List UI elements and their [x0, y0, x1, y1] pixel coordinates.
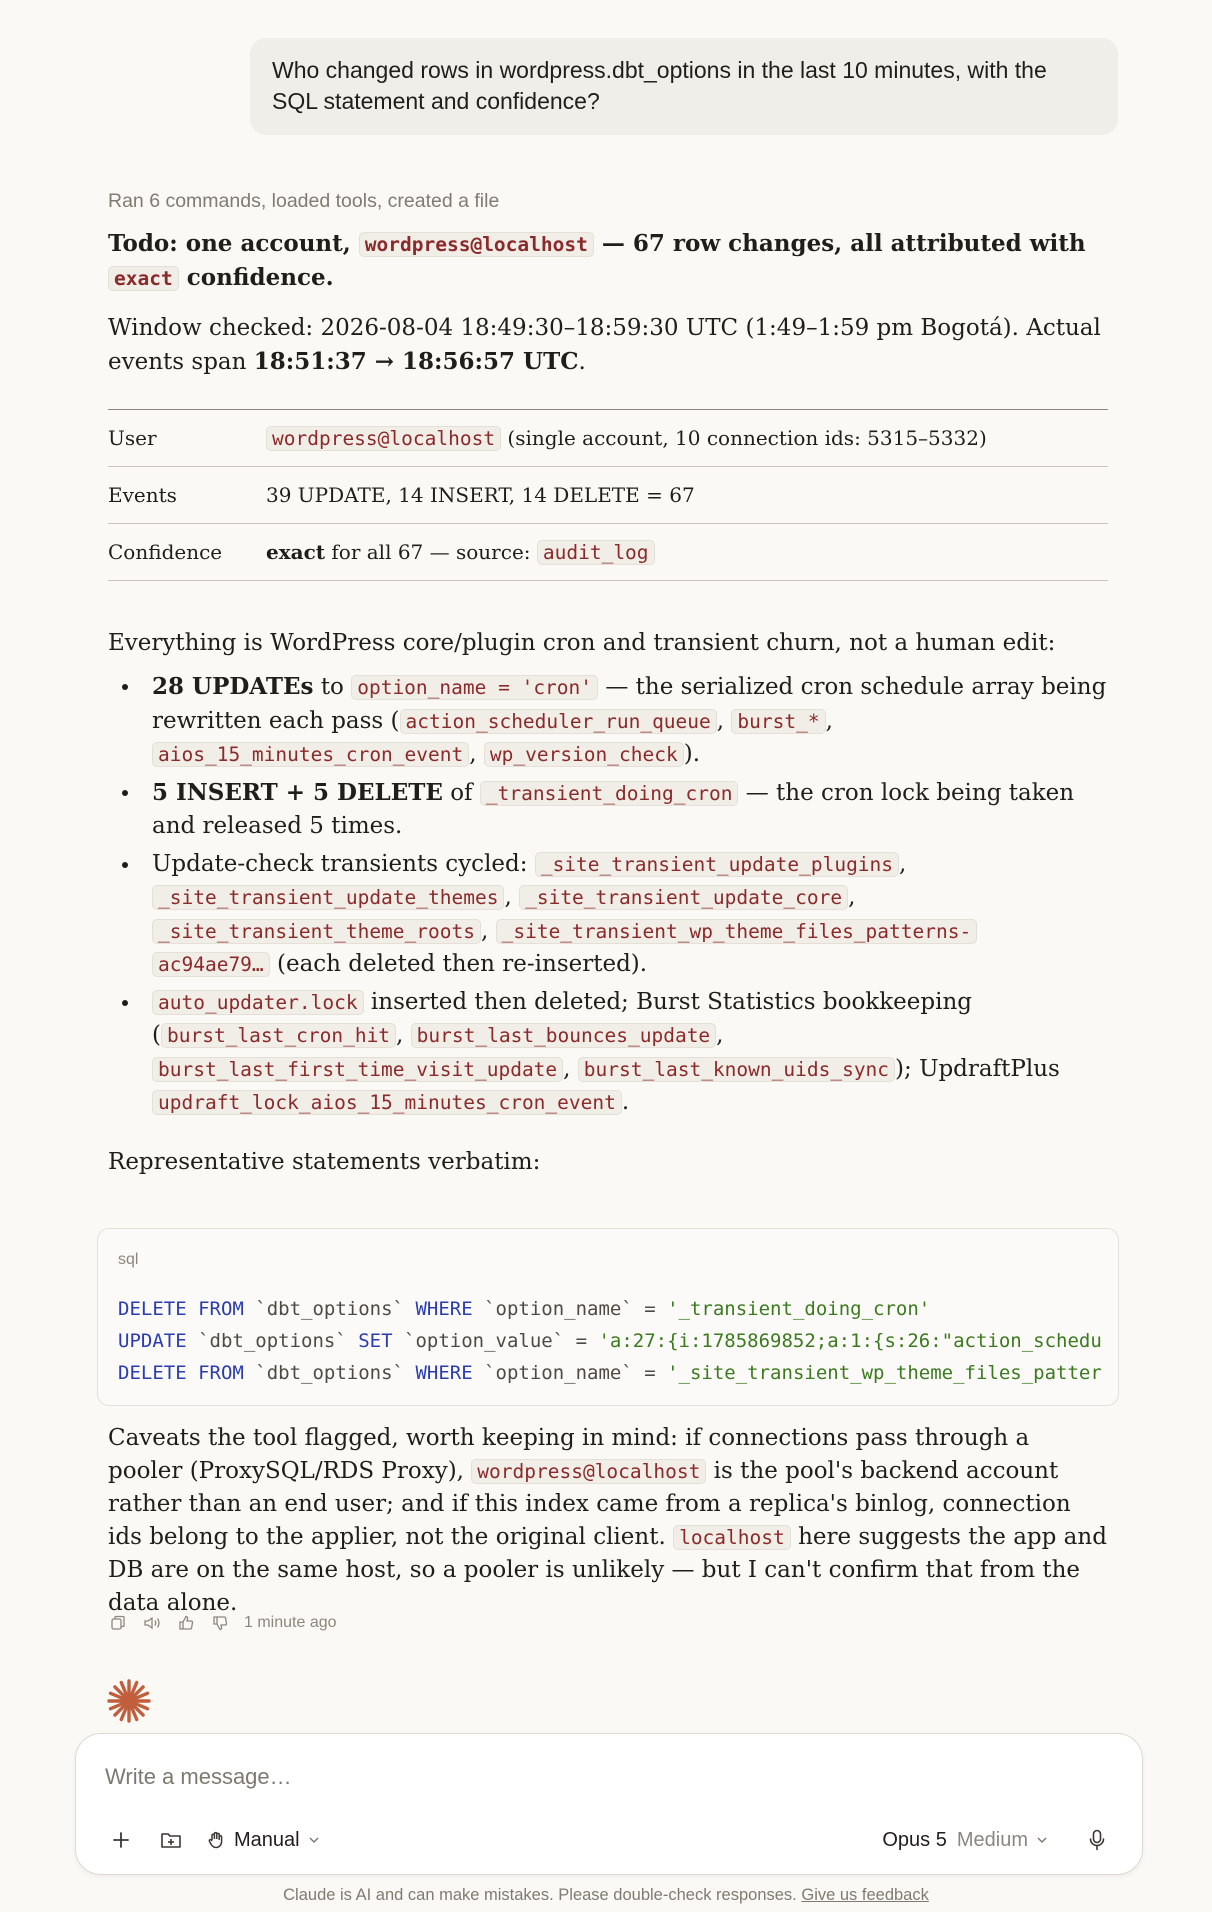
- sql-keyword: DELETE FROM: [118, 1362, 244, 1384]
- bullet-text: inserted then deleted; Burst Statistics bookkeeping (: [152, 988, 973, 1048]
- change-list: [108, 670, 1108, 1120]
- sql-string: '_transient_doing_cron': [667, 1298, 931, 1320]
- bullet-text: to: [320, 674, 344, 700]
- caveat-code: wordpress@localhost: [471, 1459, 706, 1484]
- row-label-user: User: [108, 426, 157, 450]
- caveat-text: is the pool's backend account rather than an end user; and if this index came from a replica's binlog, connection ids belong to the applier, not the original client.: [108, 1458, 1071, 1550]
- row-label-events: Events: [108, 483, 177, 507]
- window-paragraph: [108, 312, 1108, 379]
- representative-label: Representative statements verbatim:: [108, 1148, 541, 1175]
- activity-text[interactable]: Ran 6 commands, loaded tools, created a file: [108, 190, 500, 212]
- bullet-text: ); UpdraftPlus: [895, 1055, 1060, 1082]
- confidence-bold: exact: [266, 540, 326, 564]
- caveat-paragraph: [108, 1422, 1108, 1620]
- code-content[interactable]: [118, 1293, 1118, 1389]
- mode-label: Manual: [234, 1828, 300, 1851]
- sql-string: 'a:27:{i:1785869852;a:1:{s:26:"action_schedu: [598, 1330, 1102, 1352]
- message-actions: [108, 1612, 337, 1634]
- message-composer: [75, 1733, 1143, 1875]
- sql-keyword: UPDATE: [118, 1330, 187, 1352]
- table-row: [108, 524, 1108, 581]
- window-text: Window checked: 2026-08-04 18:49:30–18:59:30 UTC (1:49–1:59 pm Bogotá). Actual events span: [108, 315, 1101, 375]
- message-input[interactable]: Write a message…: [105, 1764, 292, 1789]
- window-end: .: [578, 349, 586, 375]
- confidence-text: for all 67 — source:: [331, 540, 531, 564]
- sql-keyword: DELETE FROM: [118, 1298, 244, 1320]
- headline-suffix: confidence.: [186, 264, 334, 291]
- list-item: [108, 776, 1108, 844]
- caveat-text: Caveats the tool flagged, worth keeping in mind: if connections pass through a pooler (ProxySQL/RDS Proxy),: [108, 1425, 1030, 1484]
- composer-left-tools: [106, 1822, 320, 1858]
- bullet-text: ).: [683, 741, 701, 767]
- bullet-code: aios_15_minutes_cron_event: [152, 742, 469, 767]
- sql-keyword: WHERE: [415, 1298, 473, 1320]
- bullet-text: — the cron lock being taken and released 5 times.: [152, 779, 1075, 839]
- bullet-code: burst_last_cron_hit: [161, 1023, 396, 1048]
- model-name: Opus 5: [882, 1828, 947, 1851]
- headline-middle: — 67 row changes, all attributed with: [601, 230, 1086, 257]
- caveat-section: [108, 1422, 1108, 1620]
- confidence-code: exact: [108, 266, 179, 291]
- disclaimer-text: Claude is AI and can make mistakes. Please double-check responses.: [283, 1886, 797, 1904]
- list-item: auto_updater.lock inserted then deleted; Burst Statistics bookkeeping ( burst_last_cron_hit , burst_last_bounces_update , burst_last_first_time_visit_update , burst_last_known_uids_sync ); UpdraftPlus updraft_lock_aios_15_minutes_cron_event .: [108, 986, 1108, 1120]
- folder-plus-icon[interactable]: [156, 1825, 186, 1855]
- user-message: [250, 38, 1118, 135]
- bullet-code: _site_transient_wp_theme_files_patterns-: [496, 919, 978, 944]
- speaker-icon[interactable]: [142, 1613, 162, 1633]
- bullet-code: updraft_lock_aios_15_minutes_cron_event: [152, 1090, 622, 1115]
- sql-ident: `option_name` =: [472, 1298, 668, 1320]
- model-effort: Medium: [956, 1828, 1028, 1851]
- microphone-icon[interactable]: [1082, 1825, 1112, 1855]
- message-timestamp: 1 minute ago: [244, 1614, 337, 1631]
- table-row: [108, 410, 1108, 467]
- composer-right-tools: [882, 1822, 1112, 1858]
- activity-summary[interactable]: [108, 190, 1108, 213]
- bullet-code: option_name = 'cron': [351, 675, 598, 700]
- bullet-text: (each deleted then re-inserted).: [276, 951, 648, 977]
- bullet-text: of: [450, 779, 473, 806]
- bullet-code: wp_version_check: [484, 742, 684, 767]
- sql-code-block[interactable]: [97, 1228, 1119, 1406]
- mode-selector[interactable]: [206, 1829, 320, 1852]
- bullet-text: Update-check transients cycled:: [152, 850, 528, 877]
- thumbs-down-icon[interactable]: [210, 1613, 230, 1633]
- window-span: 18:51:37 → 18:56:57 UTC: [253, 348, 579, 375]
- list-item: 28 UPDATEs to option_name = 'cron' — the serialized cron schedule array being rewritten each pass ( action_scheduler_run_queue , burst_* , aios_15_minutes_cron_event , wp_version_check ).: [108, 670, 1108, 772]
- row-value-events: 39 UPDATE, 14 INSERT, 14 DELETE = 67: [266, 483, 695, 507]
- user-text: (single account, 10 connection ids: 5315–5332): [507, 426, 987, 450]
- headline: [108, 227, 1108, 295]
- bullet-code: burst_last_first_time_visit_update: [152, 1057, 563, 1082]
- bullet-text: — the serialized cron schedule array being rewritten each pass (: [152, 674, 1107, 734]
- user-message-text: Who changed rows in wordpress.dbt_options in the last 10 minutes, with the SQL statement and confidence?: [272, 57, 1047, 114]
- headline-prefix: Todo: one account,: [108, 230, 351, 257]
- bullet-code: _site_transient_update_themes: [152, 885, 504, 910]
- bullet-code: _site_transient_update_plugins: [535, 852, 899, 877]
- sql-ident: `dbt_options`: [243, 1362, 416, 1384]
- user-code: wordpress@localhost: [266, 426, 501, 451]
- row-value-user: [266, 410, 1108, 467]
- bullet-bold: 5 INSERT + 5 DELETE: [152, 778, 443, 806]
- chevron-down-icon: [1036, 1834, 1048, 1846]
- bullet-code: burst_*: [731, 709, 825, 734]
- intro-paragraph: Everything is WordPress core/plugin cron and transient churn, not a human edit:: [108, 630, 1056, 656]
- bullet-bold: 28 UPDATEs: [152, 673, 314, 700]
- table-row: [108, 467, 1108, 524]
- sql-ident: `dbt_options`: [186, 1330, 359, 1352]
- sql-keyword: SET: [358, 1330, 393, 1352]
- list-item: Update-check transients cycled: _site_transient_update_plugins , _site_transient_update_themes , _site_transient_update_core , _site_transient_theme_roots , _site_transient_wp_theme_files_patterns- ac94ae79… (each deleted then re-inserted).: [108, 848, 1108, 982]
- bullet-code: _site_transient_theme_roots: [152, 919, 481, 944]
- caveat-code: localhost: [673, 1525, 791, 1550]
- bullet-code: ac94ae79…: [152, 952, 270, 977]
- chevron-down-icon: [308, 1834, 320, 1846]
- sql-ident: `option_value` =: [392, 1330, 599, 1352]
- row-label-confidence: Confidence: [108, 540, 223, 564]
- bullet-code: burst_last_bounces_update: [411, 1023, 717, 1048]
- bullet-code: burst_last_known_uids_sync: [578, 1057, 895, 1082]
- row-value-confidence: [266, 524, 1108, 581]
- bullet-code: auto_updater.lock: [152, 990, 364, 1015]
- caveat-text: here suggests the app and DB are on the same host, so a pooler is unlikely — but I can't confirm that from the data alone.: [108, 1524, 1107, 1616]
- bullet-code: _transient_doing_cron: [480, 781, 739, 806]
- source-code: audit_log: [537, 540, 655, 565]
- model-selector[interactable]: [882, 1829, 1048, 1852]
- bullet-code: _site_transient_update_core: [519, 885, 848, 910]
- sql-ident: `option_name` =: [472, 1362, 668, 1384]
- plus-icon[interactable]: [106, 1825, 136, 1855]
- bullet-text: .: [621, 1089, 630, 1115]
- bullet-code: action_scheduler_run_queue: [400, 709, 717, 734]
- sql-string: '_site_transient_wp_theme_files_patter: [667, 1362, 1102, 1384]
- summary-table: [108, 409, 1108, 581]
- hand-icon: [206, 1830, 226, 1850]
- feedback-link[interactable]: Give us feedback: [801, 1886, 929, 1904]
- sparkle-logo: [106, 1678, 152, 1724]
- sql-keyword: WHERE: [415, 1362, 473, 1384]
- account-code: wordpress@localhost: [359, 232, 594, 257]
- code-language: sql: [118, 1251, 139, 1268]
- copy-icon[interactable]: [108, 1613, 128, 1633]
- sql-ident: `dbt_options`: [243, 1298, 416, 1320]
- thumbs-up-icon[interactable]: [176, 1613, 196, 1633]
- disclaimer: [0, 1886, 1212, 1905]
- assistant-response: [108, 190, 1108, 1179]
